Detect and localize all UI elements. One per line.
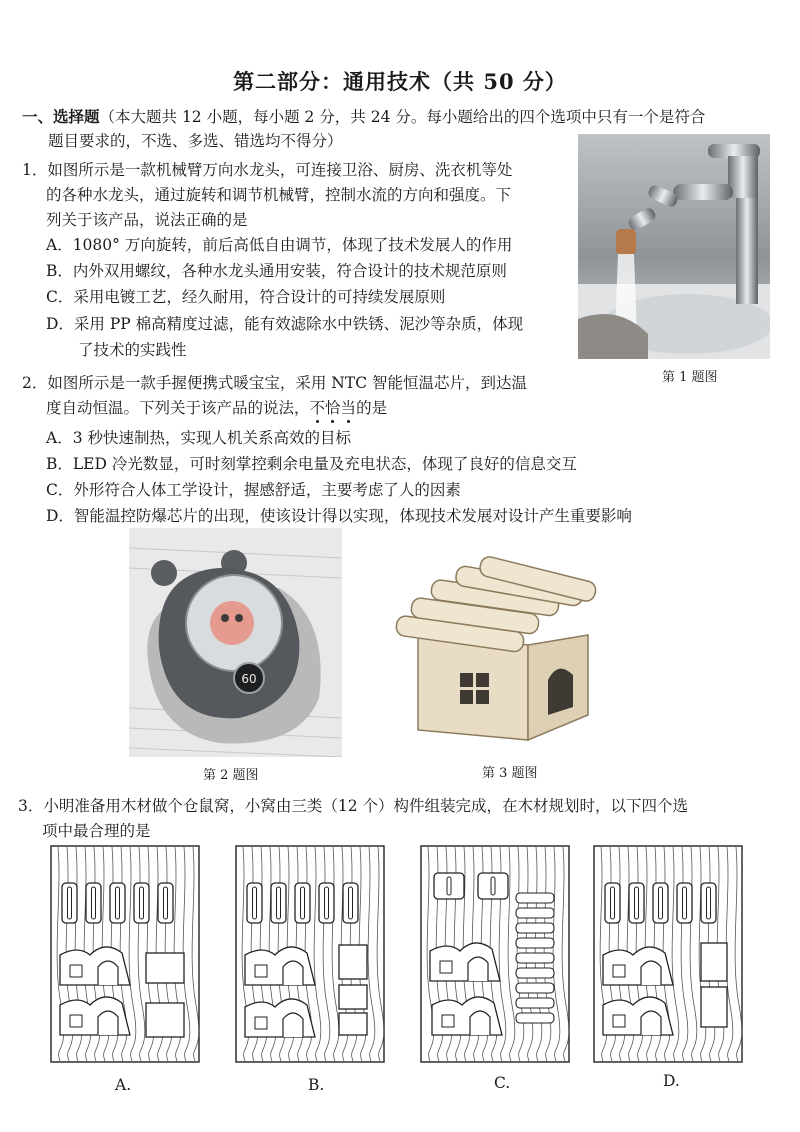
q2-emphasis-2: 恰 (325, 399, 341, 417)
hamster-house-photo (388, 555, 608, 745)
warmer-display-value: 60 (241, 672, 257, 686)
q1-option-d-line2: 了技术的实践性 (78, 341, 187, 359)
q2-option-d: D．智能温控防爆芯片的出现，使该设计得以实现，体现技术发展对设计产生重要影响 (46, 507, 632, 525)
q2-line1: 2．如图所示是一款手握便携式暖宝宝，采用 NTC 智能恒温芯片，到达温 (22, 374, 527, 392)
option-c-label: C. (494, 1074, 511, 1092)
q2-emphasis-1: 不 (309, 399, 326, 417)
q2-emphasis-3: 当 (340, 399, 357, 417)
q1-option-a: A．1080° 万向旋转，前后高低自由调节，体现了技术发展人的作用 (46, 236, 513, 254)
option-a-label: A. (115, 1076, 132, 1094)
q1-option-c: C．采用电镀工艺，经久耐用，符合设计的可持续发展原则 (46, 288, 446, 306)
wood-layout-option-c (420, 845, 570, 1063)
hand-warmer-photo (129, 528, 342, 757)
q2-line2 (46, 396, 387, 420)
q1-line3: 列关于该产品，说法正确的是 (46, 211, 248, 229)
wood-layout-option-a (50, 845, 200, 1063)
q2-option-a: A．3 秒快速制热，实现人机关系高效的目标 (46, 429, 351, 447)
option-d-label: D. (663, 1072, 680, 1090)
q2-line2-post: 的是 (356, 399, 388, 417)
section-heading: 一、选择题 (22, 107, 100, 126)
wood-layout-option-b (235, 845, 385, 1063)
q1-option-d-line1: D．采用 PP 棉高精度过滤，能有效滤除水中铁锈、泥沙等杂质，体现 (46, 315, 524, 333)
wood-layout-option-d (593, 845, 743, 1063)
q2-option-c: C．外形符合人体工学设计，握感舒适，主要考虑了人的因素 (46, 481, 461, 499)
q3-line2: 项中最合理的是 (42, 822, 151, 840)
q3-figure-caption: 第 3 题图 (482, 766, 538, 781)
q2-line2-pre: 度自动恒温。下列关于该产品的说法， (46, 399, 310, 417)
q2-figure-caption: 第 2 题图 (203, 768, 259, 783)
faucet-photo (578, 134, 770, 359)
section-header (22, 105, 705, 129)
q1-line1: 1．如图所示是一款机械臂万向水龙头，可连接卫浴、厨房、洗衣机等处 (22, 161, 513, 179)
q1-line2: 的各种水龙头，通过旋转和调节机械臂，控制水流的方向和强度。下 (46, 186, 512, 204)
page-title: 第二部分：通用技术（共 50 分） (233, 69, 567, 94)
q2-option-b: B．LED 冷光数显，可时刻掌控剩余电量及充电状态，体现了良好的信息交互 (46, 455, 577, 473)
section-intro-line2: 题目要求的，不选、多选、错选均不得分） (48, 132, 343, 150)
section-intro-line1: （本大题共 12 小题，每小题 2 分，共 24 分。每小题给出的四个选项中只有一个是符合 (99, 108, 706, 126)
q3-line1: 3．小明准备用木材做个仓鼠窝，小窝由三类（12 个）构件组装完成，在木材规划时，以下四个选 (18, 797, 689, 815)
q1-option-b: B．内外双用螺纹，各种水龙头通用安装，符合设计的技术规范原则 (46, 262, 507, 280)
q1-figure-caption: 第 1 题图 (662, 370, 718, 385)
option-b-label: B. (308, 1076, 325, 1094)
